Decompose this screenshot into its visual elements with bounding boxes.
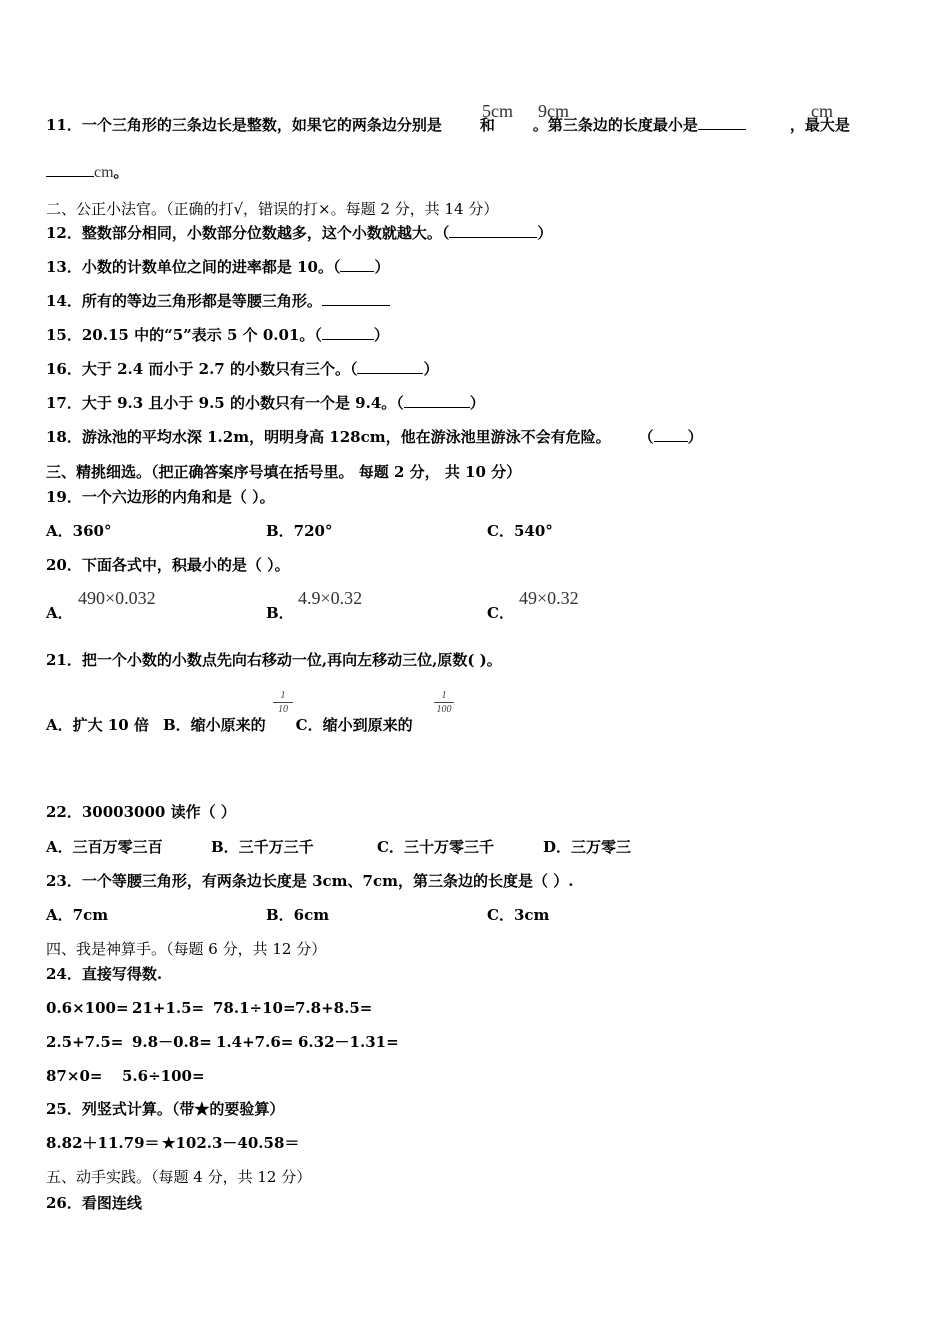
q17-close: ） bbox=[469, 394, 485, 412]
q24-r1c1: 0.6×100= bbox=[46, 999, 129, 1017]
q11-unit: cm bbox=[811, 101, 833, 121]
q11-blank-max[interactable] bbox=[46, 162, 94, 177]
q20-option-a[interactable]: A． bbox=[46, 604, 73, 622]
question-14 bbox=[46, 291, 390, 311]
q19-option-c[interactable]: C．540° bbox=[487, 522, 553, 540]
q16-close: ） bbox=[423, 360, 439, 378]
q14-blank[interactable] bbox=[322, 291, 390, 306]
question-11 bbox=[46, 115, 850, 135]
q11-and: 和 bbox=[479, 116, 495, 134]
q25-expr-2: ★102.3－40.58＝ bbox=[162, 1134, 300, 1152]
q24-r1c3: 78.1÷10= bbox=[213, 999, 296, 1017]
q17-text: 17．大于 9.3 且小于 9.5 的小数只有一个是 9.4。（ bbox=[46, 394, 404, 412]
q20-b-expr: 4.9×0.32 bbox=[298, 588, 363, 608]
q24-r2c3: 1.4+7.6= bbox=[216, 1033, 294, 1051]
q20-option-c[interactable]: C． bbox=[487, 604, 514, 622]
q22-stem: 22．30003000 读作（ ） bbox=[46, 803, 236, 821]
q21-c-num: 1 bbox=[441, 690, 447, 701]
q24-r2c4: 6.32－1.31= bbox=[298, 1033, 399, 1051]
q17-blank[interactable] bbox=[404, 393, 470, 408]
q24-r1c4: 7.8+8.5= bbox=[295, 999, 373, 1017]
question-13 bbox=[46, 257, 390, 277]
q11-val2: 9cm bbox=[538, 101, 569, 121]
section-5-title: 五、动手实践。（每题 4 分，共 12 分） bbox=[46, 1168, 312, 1186]
q18-blank[interactable] bbox=[654, 427, 688, 442]
q24-r1c2: 21+1.5= bbox=[132, 999, 205, 1017]
q11-unit2: cm bbox=[94, 164, 114, 181]
question-17 bbox=[46, 393, 485, 413]
q23-stem: 23．一个等腰三角形，有两条边长度是 3cm、7cm，第三条边的长度是（ ）. bbox=[46, 872, 574, 890]
q24-r2c1: 2.5+7.5= bbox=[46, 1033, 124, 1051]
q14-text: 14．所有的等边三角形都是等腰三角形。 bbox=[46, 292, 322, 310]
q21-stem: 21．把一个小数的小数点先向右移动一位,再向左移动三位,原数( )。 bbox=[46, 651, 502, 669]
q11-val1: 5cm bbox=[482, 101, 513, 121]
section-2-title: 二、公正小法官。（正确的打√，错误的打×。每题 2 分，共 14 分） bbox=[46, 200, 499, 218]
q18-open: （ bbox=[638, 428, 654, 446]
q21-option-b[interactable]: B．缩小原来的 bbox=[162, 716, 266, 734]
q24-r3c2: 5.6÷100= bbox=[122, 1067, 205, 1085]
q24-r2c2: 9.8－0.8= bbox=[132, 1033, 212, 1051]
q20-stem: 20．下面各式中，积最小的是（ ）。 bbox=[46, 556, 290, 574]
q20-option-b[interactable]: B． bbox=[266, 604, 294, 622]
q21-b-den: 10 bbox=[278, 704, 288, 715]
q15-close: ） bbox=[373, 326, 389, 344]
section-3-title: 三、精挑细选。（把正确答案序号填在括号里。 每题 2 分， 共 10 分） bbox=[46, 463, 522, 481]
q15-blank[interactable] bbox=[322, 325, 374, 340]
q22-option-b[interactable]: B．三千万三千 bbox=[211, 838, 314, 856]
q22-option-a[interactable]: A．三百万零三百 bbox=[46, 838, 163, 856]
q21-c-den: 100 bbox=[436, 704, 452, 715]
question-16 bbox=[46, 359, 438, 379]
q20-a-expr: 490×0.032 bbox=[78, 588, 156, 608]
q13-close: ） bbox=[374, 258, 390, 276]
q11-end: 。 bbox=[113, 163, 129, 181]
q19-option-b[interactable]: B．720° bbox=[266, 522, 333, 540]
q20-c-expr: 49×0.32 bbox=[519, 588, 579, 608]
q18-text: 18．游泳池的平均水深 1.2m，明明身高 128cm，他在游泳池里游泳不会有危险。 bbox=[46, 428, 611, 446]
question-11-cont bbox=[46, 162, 129, 183]
q12-blank[interactable] bbox=[449, 223, 537, 238]
q19-stem: 19．一个六边形的内角和是（ ）。 bbox=[46, 488, 275, 506]
q12-text: 12．整数部分相同，小数部分位数越多，这个小数就越大。（ bbox=[46, 224, 450, 242]
q21-option-a[interactable]: A．扩大 10 倍 bbox=[46, 716, 149, 734]
q22-option-d[interactable]: D．三万零三 bbox=[543, 838, 632, 856]
q24-stem: 24．直接写得数. bbox=[46, 965, 163, 983]
question-12 bbox=[46, 223, 552, 243]
q24-r3c1: 87×0= bbox=[46, 1067, 103, 1085]
q18-close: ） bbox=[687, 428, 703, 446]
q23-option-b[interactable]: B．6cm bbox=[266, 906, 330, 924]
q21-c-fraction bbox=[434, 690, 454, 715]
q16-blank[interactable] bbox=[357, 359, 423, 374]
q13-blank[interactable] bbox=[340, 257, 374, 272]
q21-option-c[interactable]: C．缩小到原来的 bbox=[295, 716, 413, 734]
q13-text: 13．小数的计数单位之间的进率都是 10。（ bbox=[46, 258, 341, 276]
q23-option-c[interactable]: C．3cm bbox=[487, 906, 550, 924]
q19-option-a[interactable]: A．360° bbox=[46, 522, 112, 540]
q11-text-a: 11．一个三角形的三条边长是整数，如果它的两条边分别是 bbox=[46, 116, 442, 134]
q22-option-c[interactable]: C．三十万零三千 bbox=[377, 838, 494, 856]
section-4-title: 四、我是神算手。（每题 6 分，共 12 分） bbox=[46, 940, 327, 958]
q11-blank-min[interactable] bbox=[698, 115, 746, 130]
q21-b-num: 1 bbox=[280, 690, 286, 701]
q16-text: 16．大于 2.4 而小于 2.7 的小数只有三个。（ bbox=[46, 360, 358, 378]
question-15 bbox=[46, 325, 389, 345]
q26-stem: 26．看图连线 bbox=[46, 1194, 142, 1212]
question-18 bbox=[46, 427, 703, 447]
q21-options bbox=[46, 715, 413, 735]
q15-text: 15．20.15 中的“5”表示 5 个 0.01。（ bbox=[46, 326, 322, 344]
q11-text-c: ，最大是 bbox=[789, 116, 850, 134]
q23-option-a[interactable]: A．7cm bbox=[46, 906, 109, 924]
q12-close: ） bbox=[537, 224, 553, 242]
q21-b-fraction bbox=[273, 690, 293, 715]
q25-stem: 25．列竖式计算。（带★的要验算） bbox=[46, 1100, 285, 1118]
q25-expr-1: 8.82＋11.79＝ bbox=[46, 1134, 160, 1152]
q11-text-b: 。第三条边的长度最小是 bbox=[532, 116, 698, 134]
